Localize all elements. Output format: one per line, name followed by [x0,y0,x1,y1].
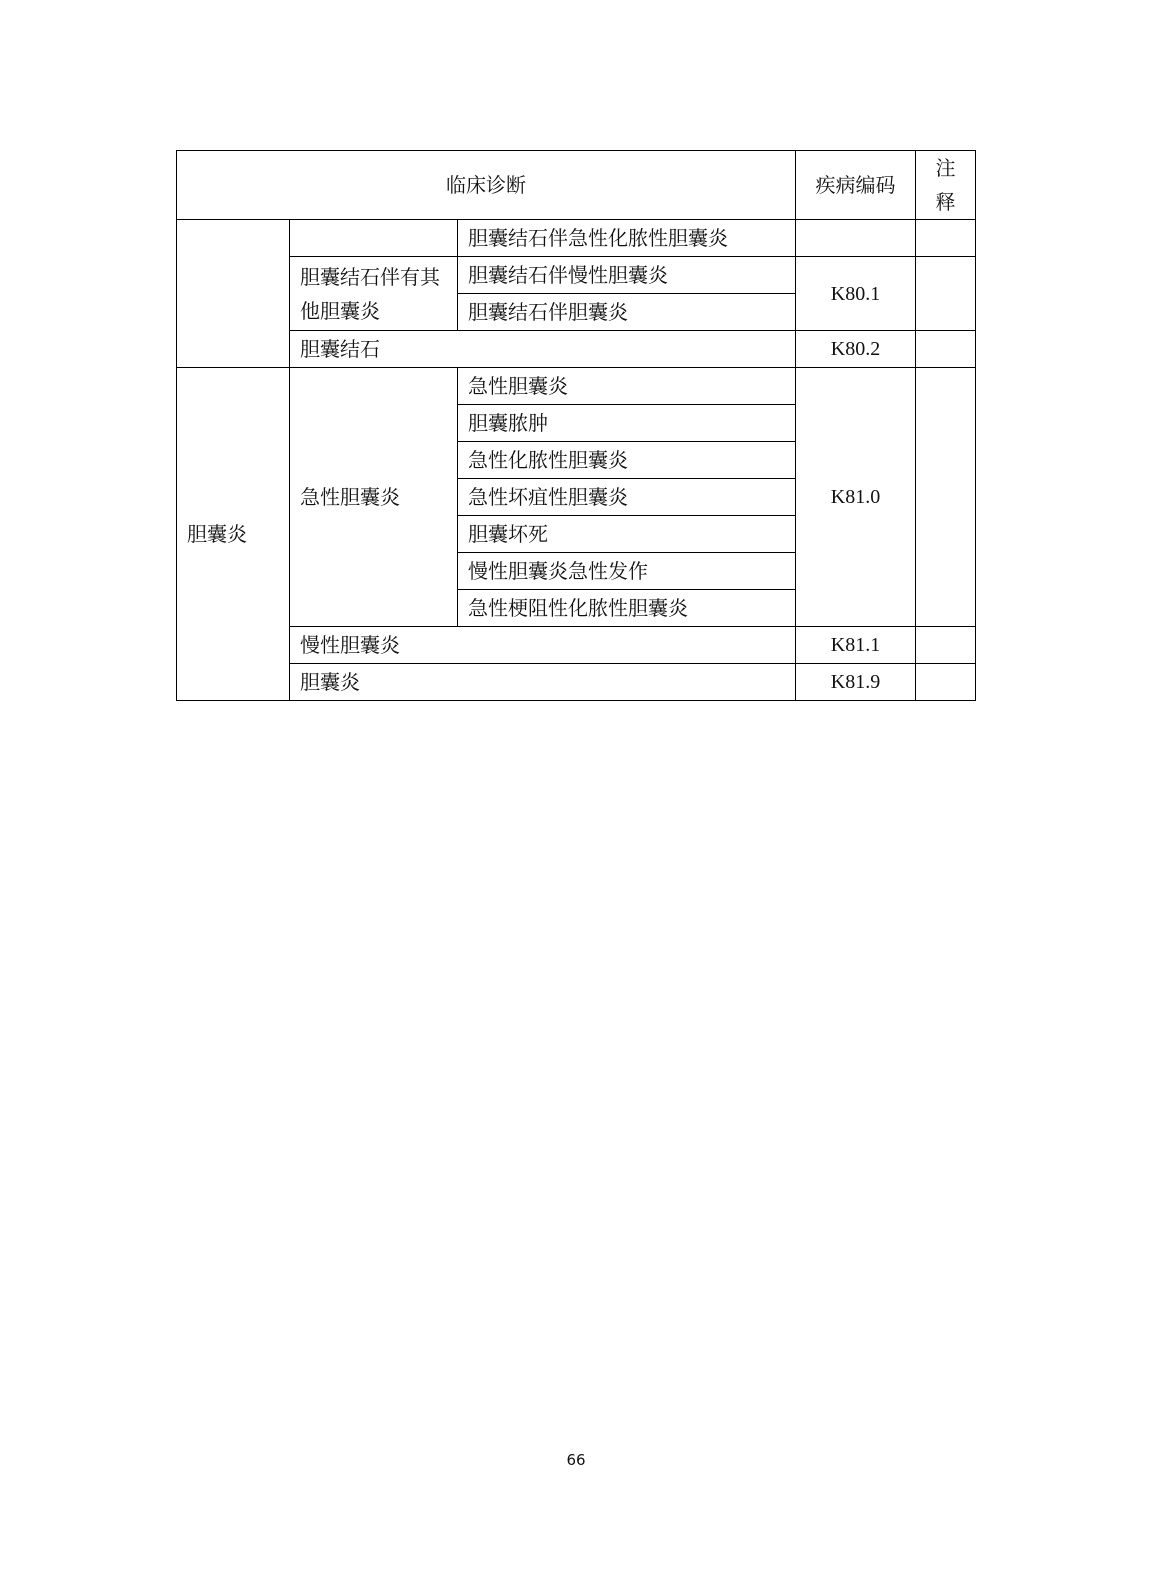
subcategory-cell-empty [290,220,458,257]
code-cell-empty [796,220,916,257]
detail-cell: 胆囊结石伴胆囊炎 [458,294,796,331]
page-number: 66 [566,1451,586,1469]
table-row [177,331,976,368]
group-cell: 胆囊炎 [177,368,290,701]
table-row [177,257,976,294]
detail-cell: 胆囊脓肿 [458,405,796,442]
detail-cell: 急性化脓性胆囊炎 [458,442,796,479]
header-clinical-diagnosis: 临床诊断 [177,151,796,220]
detail-cell: 胆囊结石伴急性化脓性胆囊炎 [458,220,796,257]
code-cell: K80.2 [796,331,916,368]
table-row [177,368,976,405]
table-row [177,627,976,664]
group-cell-empty [177,220,290,368]
code-cell: K81.0 [796,368,916,627]
note-cell [916,220,976,257]
diagnosis-code-table [176,150,976,701]
header-note-line1: 注 [935,156,956,180]
table-row [177,664,976,701]
note-cell [916,257,976,331]
code-cell: K81.9 [796,664,916,701]
detail-cell: 急性胆囊炎 [458,368,796,405]
subcategory-cell: 胆囊炎 [290,664,796,701]
header-note [916,151,976,220]
header-note-line2: 释 [935,190,956,214]
detail-cell: 急性梗阻性化脓性胆囊炎 [458,590,796,627]
detail-cell: 胆囊坏死 [458,516,796,553]
subcategory-cell: 胆囊结石 [290,331,796,368]
subcategory-cell: 慢性胆囊炎 [290,627,796,664]
note-cell [916,368,976,627]
table-row [177,220,976,257]
note-cell [916,331,976,368]
subcategory-cell: 急性胆囊炎 [290,368,458,627]
code-cell: K81.1 [796,627,916,664]
code-cell: K80.1 [796,257,916,331]
subcategory-cell: 胆囊结石伴有其他胆囊炎 [290,257,458,331]
note-cell [916,664,976,701]
detail-cell: 急性坏疽性胆囊炎 [458,479,796,516]
header-disease-code: 疾病编码 [796,151,916,220]
detail-cell: 慢性胆囊炎急性发作 [458,553,796,590]
table-header-row [177,151,976,220]
note-cell [916,627,976,664]
detail-cell: 胆囊结石伴慢性胆囊炎 [458,257,796,294]
